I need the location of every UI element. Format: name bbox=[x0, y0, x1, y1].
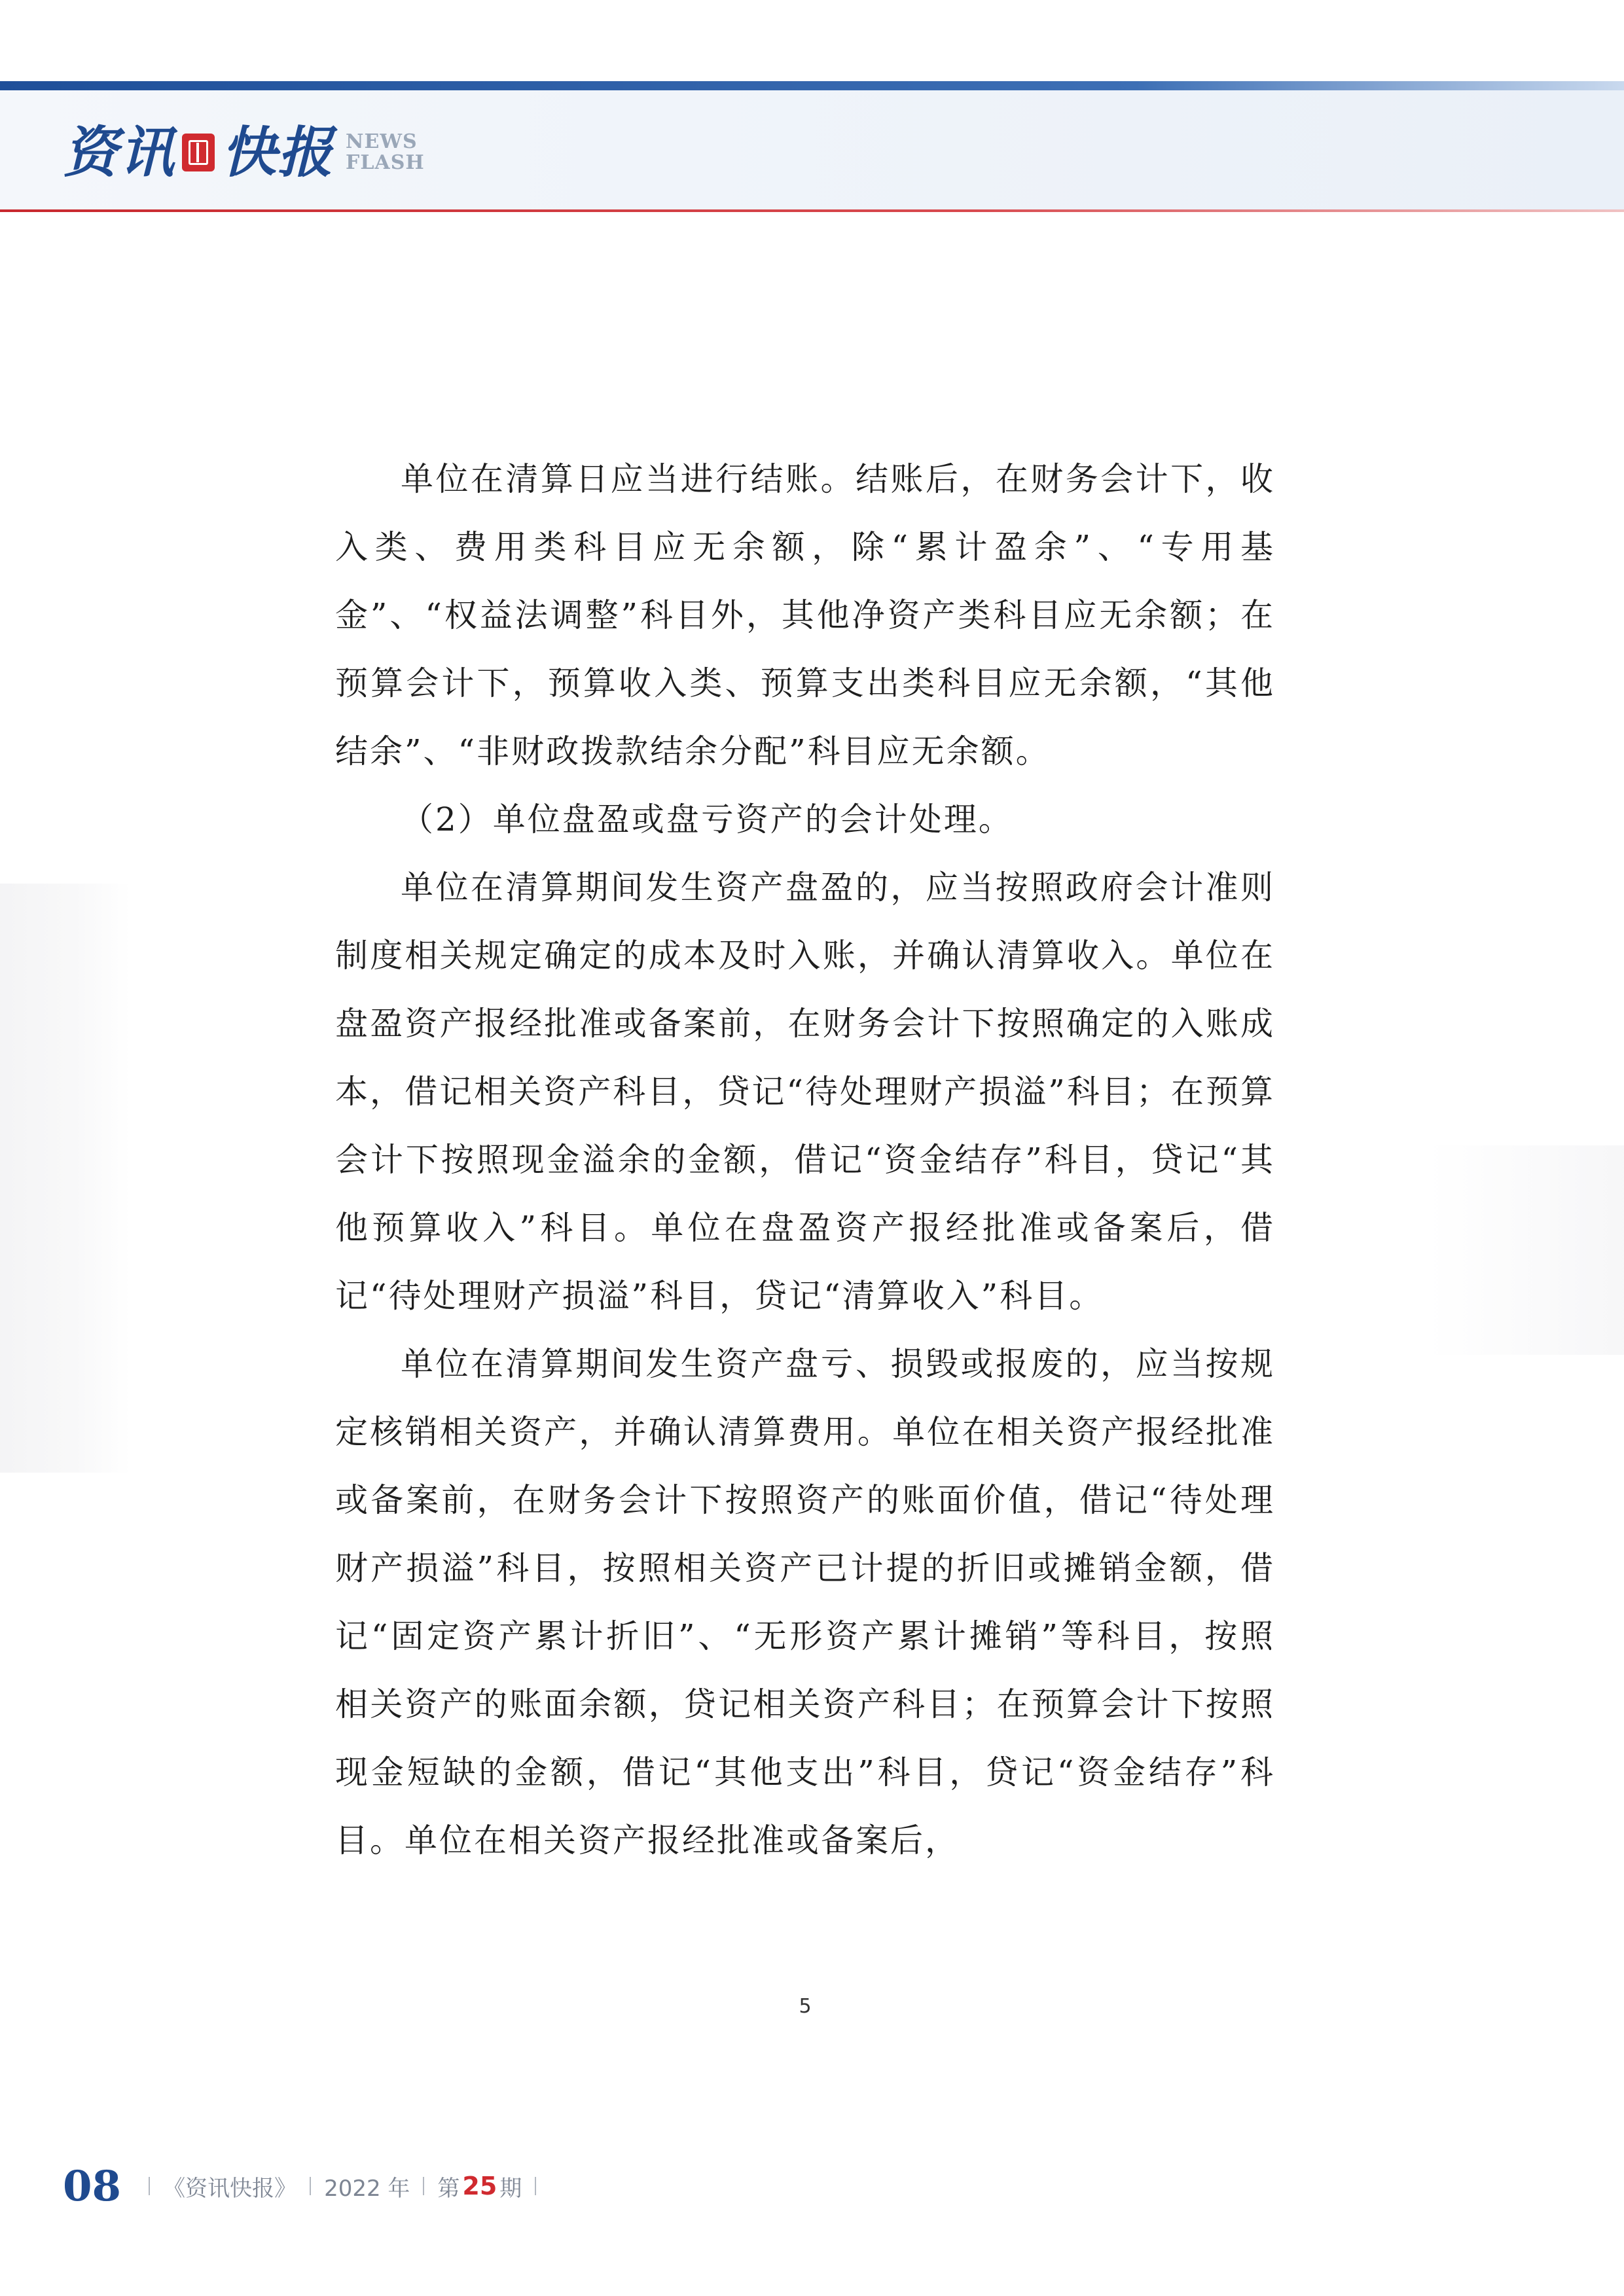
footer-publication: 《资讯快报》 bbox=[163, 2175, 297, 2202]
footer-divider bbox=[310, 2177, 311, 2195]
masthead-subtitle-line-1: NEWS bbox=[346, 130, 418, 153]
footer-year: 2022 年 bbox=[324, 2175, 410, 2202]
seal-icon bbox=[182, 134, 215, 171]
footer-issue-suffix: 期 bbox=[499, 2175, 522, 2202]
masthead-title-right: 快报 bbox=[221, 120, 334, 185]
page-footer bbox=[63, 2160, 549, 2212]
header-red-rule bbox=[0, 209, 1624, 212]
inner-page-number: 5 bbox=[799, 1995, 812, 2018]
background-decoration-left bbox=[0, 884, 131, 1473]
paragraph-heading: （2）单位盘盈或盘亏资产的会计处理。 bbox=[401, 800, 1013, 838]
footer-page-number: 08 bbox=[63, 2161, 122, 2211]
masthead-subtitle-line-2: FLASH bbox=[346, 151, 425, 174]
footer-divider bbox=[535, 2177, 536, 2195]
masthead-title-left: 资讯 bbox=[63, 120, 176, 185]
paragraph: 单位在清算日应当进行结账。结账后，在财务会计下，收入类、费用类科目应无余额，除“累计盈余”、“专用基金”、“权益法调整”科目外，其他净资产类科目应无余额；在预算会计下，预算收入类、预算支出类科目应无余额，“其他结余”、“非财政拨款结余分配”科目应无余额。 bbox=[335, 460, 1275, 770]
footer-issue-prefix: 第 bbox=[437, 2175, 460, 2202]
masthead-subtitle bbox=[346, 132, 425, 173]
footer-divider bbox=[423, 2177, 424, 2195]
article-body bbox=[335, 445, 1275, 1874]
paragraph: 单位在清算期间发生资产盘亏、损毁或报废的，应当按规定核销相关资产，并确认清算费用。单位在相关资产报经批准或备案前，在财务会计下按照资产的账面价值，借记“待处理财产损溢”科目，按照相关资产已计提的折旧或摊销金额，借记“固定资产累计折旧”、“无形资产累计摊销”等科目，按照相关资产的账面余额，贷记相关资产科目；在预算会计下按照现金短缺的金额，借记“其他支出”科目，贷记“资金结存”科目。单位在相关资产报经批准或备案后， bbox=[335, 1345, 1275, 1859]
paragraph: 单位在清算期间发生资产盘盈的，应当按照政府会计准则制度相关规定确定的成本及时入账，并确认清算收入。单位在盘盈资产报经批准或备案前，在财务会计下按照确定的入账成本，借记相关资产科目，贷记“待处理财产损溢”科目；在预算会计下按照现金溢余的金额，借记“资金结存”科目，贷记“其他预算收入”科目。单位在盘盈资产报经批准或备案后，借记“待处理财产损溢”科目，贷记“清算收入”科目。 bbox=[335, 869, 1275, 1315]
background-decoration-right bbox=[1428, 1145, 1624, 1355]
footer-issue-number: 25 bbox=[462, 2172, 497, 2200]
masthead-logo bbox=[63, 117, 425, 188]
footer-divider bbox=[149, 2177, 150, 2195]
header-top-bar bbox=[0, 81, 1624, 90]
